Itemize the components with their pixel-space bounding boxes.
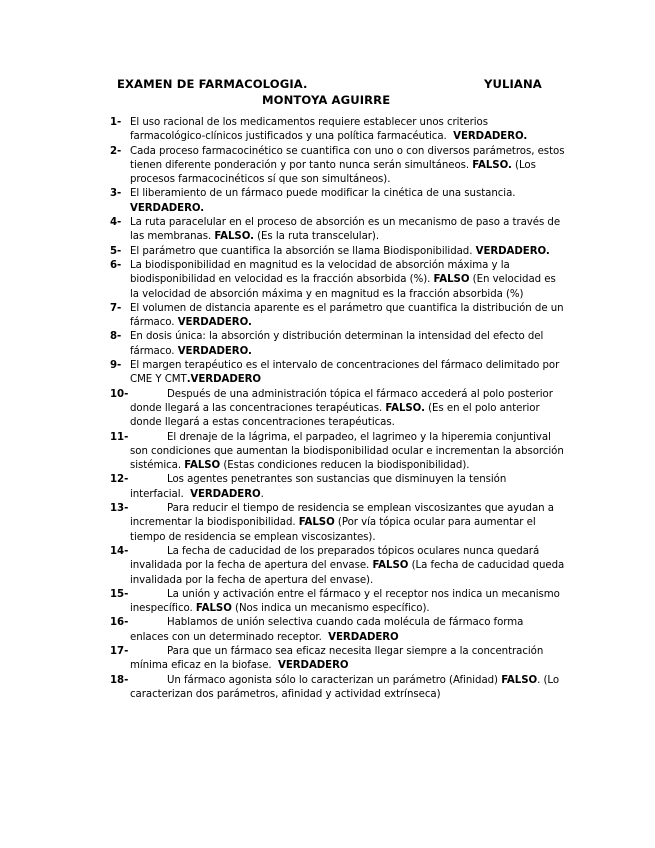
question-item [110, 502, 565, 545]
verdict: FALSO [298, 517, 335, 529]
question-text: El margen terapéutico es el intervalo de concentraciones del fármaco delimitado por CME Y CMT [130, 360, 560, 386]
verdict: VERDADERO. [177, 345, 252, 357]
question-number: 3- [110, 188, 122, 200]
question-number: 8- [110, 331, 122, 343]
explanation: (Es en el polo anterior donde llegará a estas concentraciones terapéuticas. [130, 402, 540, 429]
question-item [110, 145, 565, 188]
verdict: VERDADERO. [475, 245, 550, 257]
verdict: VERDADERO [278, 660, 349, 672]
question-number: 16- [110, 617, 129, 629]
question-item [110, 259, 565, 302]
question-text: Después de una administración tópica el fármaco accederá al polo posterior donde llegará a las concentraciones terapéuticas. [130, 388, 553, 414]
question-list [110, 116, 565, 702]
question-number: 15- [110, 588, 129, 600]
question-number: 6- [110, 259, 122, 271]
question-text: La unión y activación entre el fármaco y el receptor nos indica un mecanismo inespecífico. [130, 588, 560, 615]
question-text: Hablamos de unión selectiva cuando cada molécula de fármaco forma enlaces con un determinado receptor. [130, 617, 524, 643]
question-text: La fecha de caducidad de los preparados tópicos oculares nunca quedará invalidada por la fecha de apertura del envase. [130, 545, 540, 572]
verdict: .VERDADERO [186, 374, 262, 386]
question-number: 14- [110, 545, 129, 557]
question-item [110, 588, 565, 617]
question-text: La ruta paracelular en el proceso de absorción es un mecanismo de paso a través de las membranas. [130, 217, 561, 243]
question-number: 9- [110, 360, 122, 372]
explanation: (Estas condiciones reducen la biodisponibilidad). [223, 460, 470, 472]
explanation: (Los procesos farmacocinéticos sí que son simultáneos). [130, 159, 536, 186]
question-number: 11- [110, 431, 129, 443]
question-number: 10- [110, 388, 129, 400]
question-item [110, 216, 565, 245]
question-text: El drenaje de la lágrima, el parpadeo, el lagrimeo y la hiperemia conjuntival son condiciones que aumentan la biodisponibilidad ocular e incrementan la absorción sistémica. [130, 431, 564, 472]
explanation: (Es la ruta transcelular). [257, 231, 380, 243]
question-number: 13- [110, 503, 129, 515]
verdict: FALSO [195, 603, 232, 615]
verdict: VERDADERO [328, 631, 399, 643]
question-item [110, 245, 565, 259]
question-item [110, 359, 565, 388]
student-first-name: YULIANA [484, 77, 542, 91]
question-text: La biodisponibilidad en magnitud es la velocidad de absorción máxima y la biodisponibilidad en velocidad es la fracción absorbida (%). [130, 259, 510, 286]
verdict: FALSO. [214, 231, 254, 243]
question-item [110, 302, 565, 331]
question-text: El volumen de distancia aparente es el parámetro que cuantifica la distribución de un fármaco. [130, 302, 564, 329]
question-number: 1- [110, 117, 122, 128]
question-number: 4- [110, 217, 122, 229]
verdict: FALSO [184, 460, 221, 472]
question-item [110, 616, 565, 645]
question-item [110, 645, 565, 674]
question-text: Los agentes penetrantes son sustancias que disminuyen la tensión interfacial. [130, 474, 507, 500]
explanation: (Por vía tópica ocular para aumentar el tiempo de residencia se emplean viscosizantes). [130, 517, 536, 543]
question-number: 2- [110, 145, 122, 157]
question-number: 5- [110, 245, 122, 257]
question-text: Un fármaco agonista sólo lo caracterizan un parámetro (Afinidad) [167, 674, 498, 686]
verdict: FALSO [433, 274, 470, 286]
question-item [110, 388, 565, 431]
question-text: Para reducir el tiempo de residencia se emplean viscosizantes que ayudan a incrementar la biodisponibilidad. [130, 503, 554, 529]
question-text: Cada proceso farmacocinético se cuantifica con uno o con diversos parámetros, estos tienen diferente ponderación y por tanto nunca serán simultáneos. [130, 145, 565, 171]
verdict: FALSO [372, 560, 409, 572]
verdict: VERDADERO. [130, 202, 205, 214]
verdict: FALSO. [472, 159, 512, 171]
question-item [110, 431, 565, 474]
explanation: . (Lo caracterizan dos parámetros, afinidad y actividad extrínseca) [130, 674, 560, 700]
verdict: VERDADERO. [177, 317, 252, 329]
question-text: El liberamiento de un fármaco puede modificar la cinética de una sustancia. [130, 188, 516, 200]
question-number: 12- [110, 474, 129, 486]
question-item [110, 473, 565, 502]
question-text: El parámetro que cuantifica la absorción se llama Biodisponibilidad. [130, 245, 473, 257]
verdict: FALSO. [385, 402, 425, 414]
explanation: (La fecha de caducidad queda invalidada por la fecha de apertura del envase). [130, 560, 565, 586]
question-item [110, 187, 565, 216]
explanation: . [260, 488, 264, 500]
question-number: 7- [110, 302, 122, 314]
explanation: (En velocidad es la velocidad de absorción máxima y en magnitud es la fracción absorbida (%) [130, 274, 556, 300]
question-text: El uso racional de los medicamentos requiere establecer unos criterios farmacológico-clínicos justificados y una política farmacéutica. [130, 117, 488, 143]
question-item [110, 545, 565, 588]
question-item [110, 116, 565, 145]
question-text: Para que un fármaco sea eficaz necesita llegar siempre a la concentración mínima eficaz en la biofase. [130, 645, 544, 672]
question-item [110, 330, 565, 359]
verdict: VERDADERO. [453, 131, 528, 143]
exam-title: EXAMEN DE FARMACOLOGIA. [117, 77, 308, 91]
question-item [110, 674, 565, 703]
question-number: 17- [110, 645, 129, 657]
verdict: FALSO [501, 674, 538, 686]
verdict: VERDADERO [190, 488, 261, 500]
student-last-name: MONTOYA AGUIRRE [262, 93, 391, 107]
explanation: (Nos indica un mecanismo específico). [235, 603, 430, 615]
question-text: En dosis única: la absorción y distribución determinan la intensidad del efecto del fármaco. [130, 331, 544, 357]
question-number: 18- [110, 674, 129, 686]
